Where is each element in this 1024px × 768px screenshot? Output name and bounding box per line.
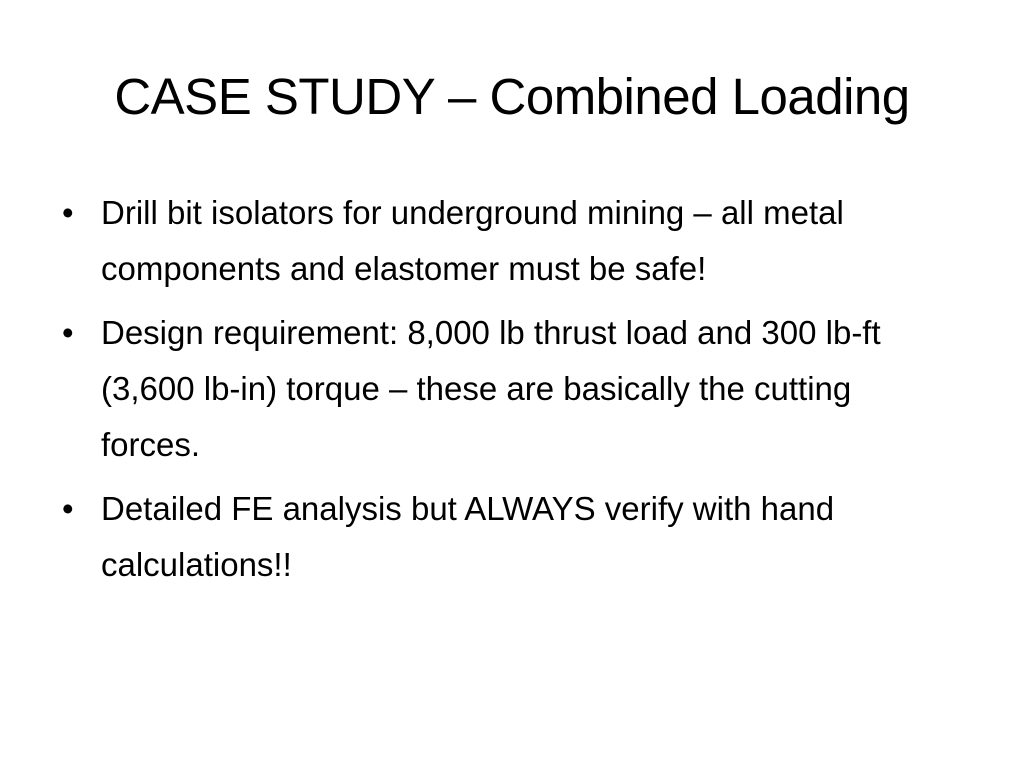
bullet-text: Design requirement: 8,000 lb thrust load and 300 lb-ft (3,600 lb-in) torque – these are basically the cutting forces. xyxy=(101,314,881,463)
slide-title: CASE STUDY – Combined Loading xyxy=(114,68,910,125)
bullet-icon: • xyxy=(62,490,74,527)
bullet-item-design-requirement xyxy=(62,305,957,473)
bullet-text: Detailed FE analysis but ALWAYS verify with hand calculations!! xyxy=(101,490,835,583)
bullet-icon: • xyxy=(62,314,74,351)
bullet-list xyxy=(62,185,957,601)
bullet-item-fe-analysis xyxy=(62,481,957,593)
bullet-text: Drill bit isolators for underground mining – all metal components and elastomer must be safe! xyxy=(101,194,844,287)
bullet-item-drill-bit-isolators xyxy=(62,185,957,297)
bullet-icon: • xyxy=(62,194,74,231)
